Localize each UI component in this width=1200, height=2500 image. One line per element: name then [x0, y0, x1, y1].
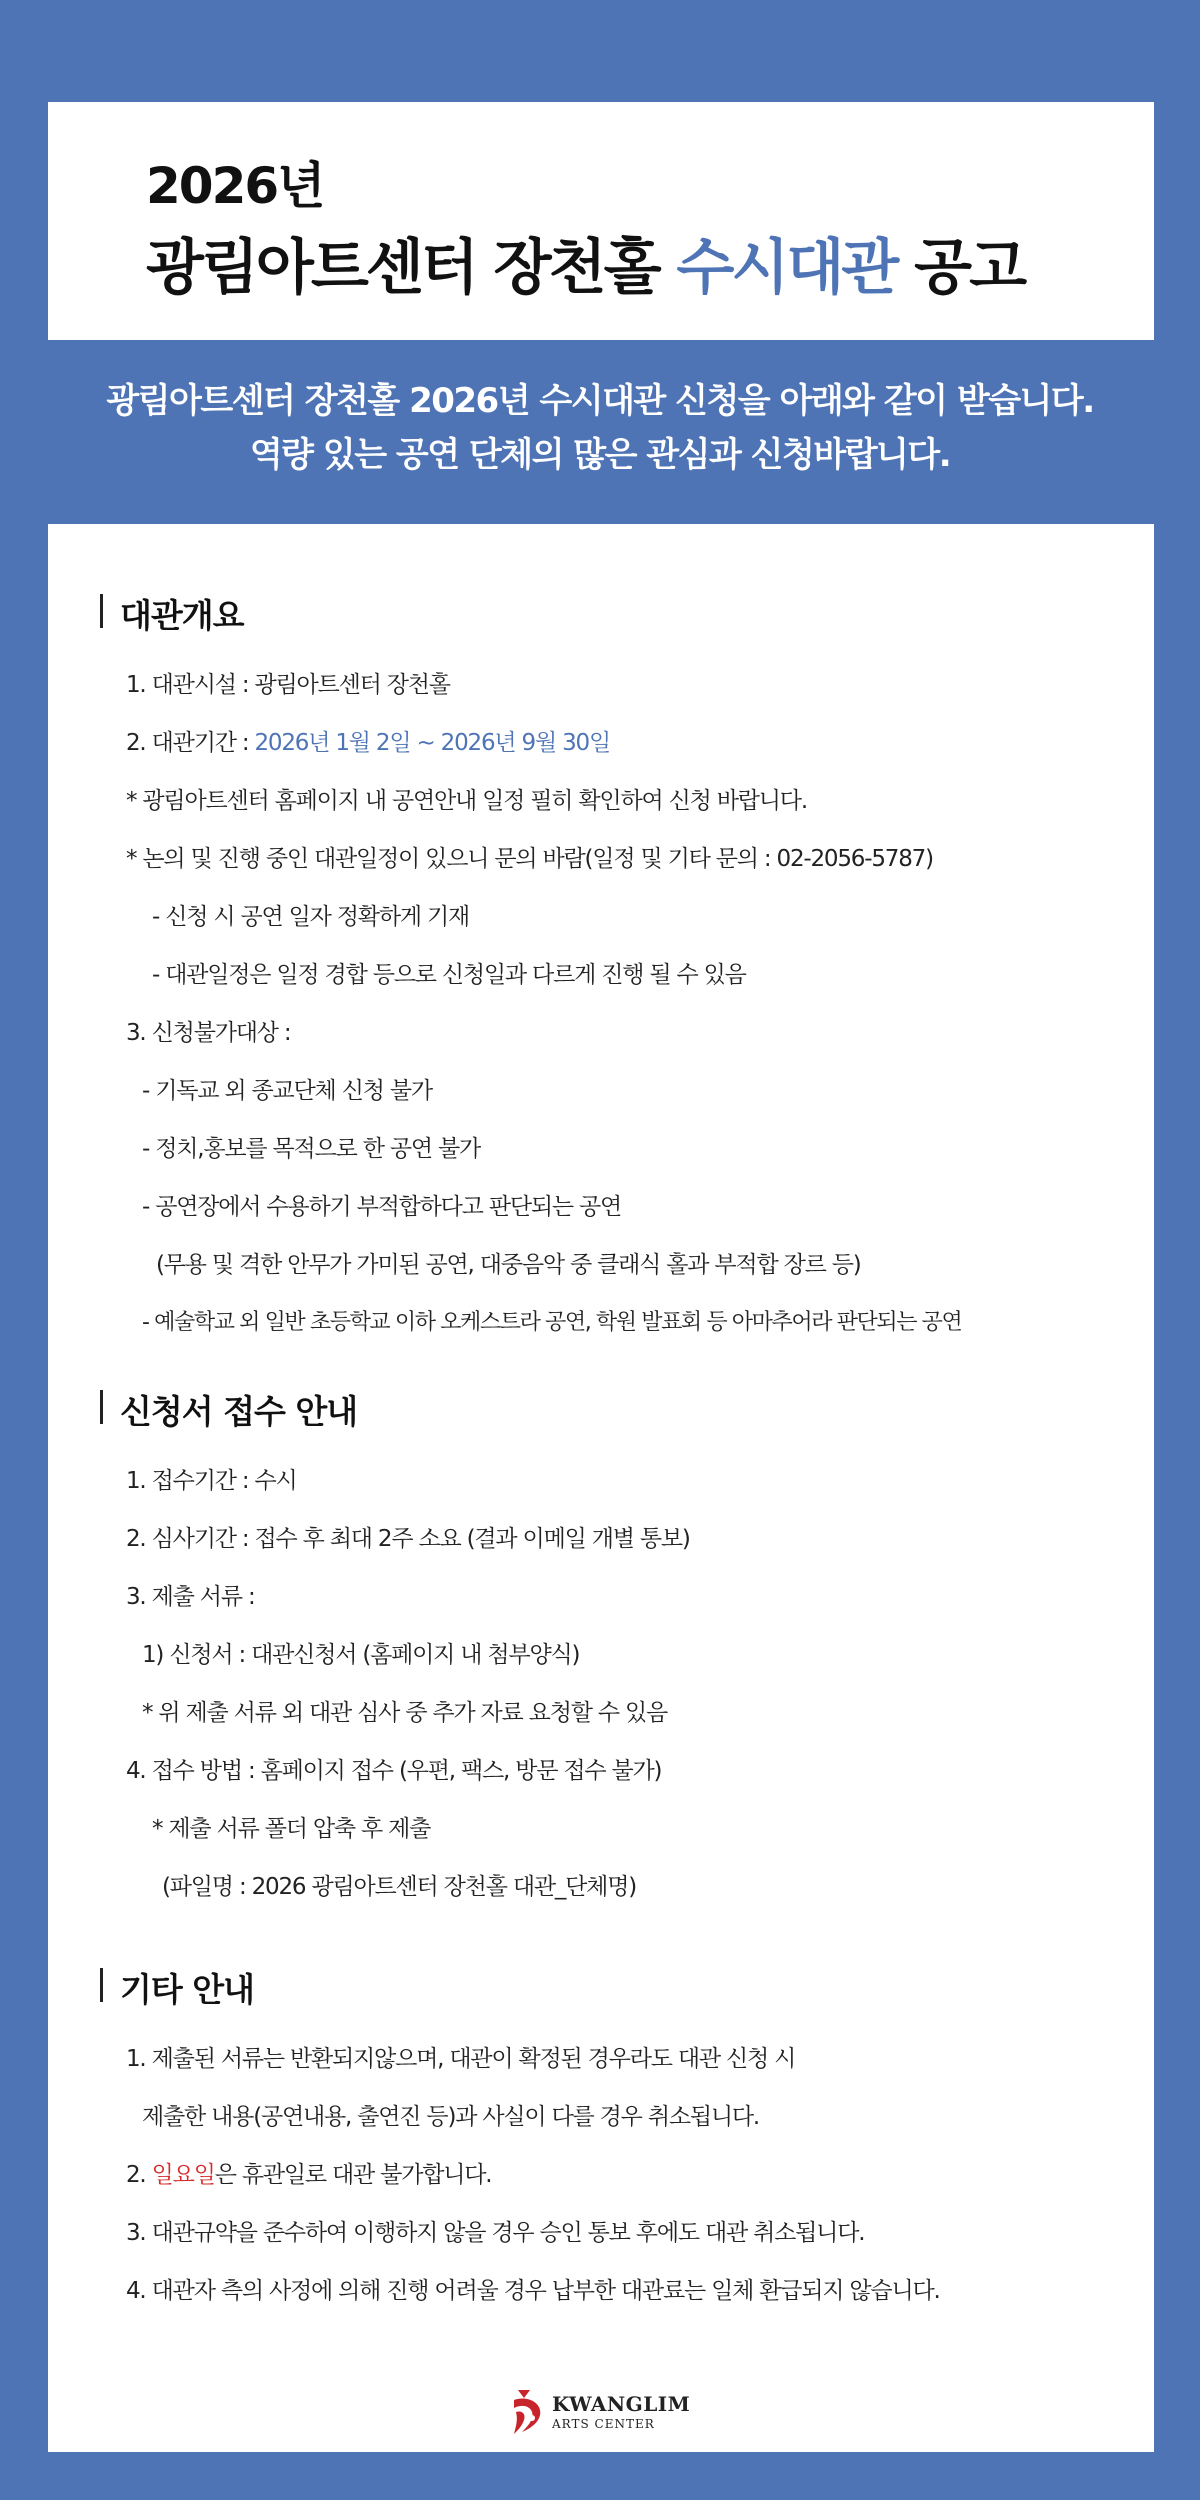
logo-subtitle: ARTS CENTER — [552, 2417, 655, 2431]
overview-note-1: * 광림아트센터 홈페이지 내 공연안내 일정 필히 확인하여 신청 바랍니다. — [126, 788, 807, 814]
section-header — [100, 1386, 1140, 1431]
overview-ineligible-3-detail: (무용 및 격한 안무가 가미된 공연, 대중음악 중 클래식 홀과 부적합 장르 등) — [156, 1252, 861, 1278]
overview-note-2: * 논의 및 진행 중인 대관일정이 있으니 문의 바람(일정 및 기타 문의 : 02-2056-5787) — [126, 846, 933, 872]
overview-period — [100, 714, 1140, 772]
title-box — [48, 102, 1154, 340]
etc-item-1: 1. 제출된 서류는 반환되지않으며, 대관이 확정된 경우라도 대관 신청 시 — [126, 2046, 796, 2072]
section-bar — [100, 1390, 103, 1424]
section-title-etc: 기타 안내 — [120, 1970, 255, 2009]
overview-facility: 1. 대관시설 : 광림아트센터 장천홀 — [126, 672, 450, 698]
etc-item-4: 4. 대관자 측의 사정에 의해 진행 어려울 경우 납부한 대관료는 일체 환급되지 않습니다. — [126, 2278, 940, 2304]
page-title — [146, 220, 1024, 306]
title-prefix: 광림아트센터 장천홀 — [146, 233, 677, 303]
etc-item-1-cont: 제출한 내용(공연내용, 출연진 등)과 사실이 다를 경우 취소됩니다. — [142, 2104, 760, 2130]
section-header — [100, 1964, 1140, 2009]
overview-note-2-sub-2: - 대관일정은 일정 경합 등으로 신청일과 다르게 진행 될 수 있음 — [152, 962, 746, 988]
section-title-overview: 대관개요 — [120, 596, 244, 635]
application-item-3-sub-1: 1) 신청서 : 대관신청서 (홈페이지 내 첨부양식) — [142, 1642, 580, 1668]
section-header — [100, 590, 1140, 635]
etc-item-2-highlight: 일요일 — [151, 2162, 215, 2188]
overview-ineligible-title: 3. 신청불가대상 : — [126, 1020, 291, 1046]
application-item-3: 3. 제출 서류 : — [126, 1584, 255, 1610]
section-application — [100, 1386, 1140, 1916]
overview-ineligible-2: - 정치,홍보를 목적으로 한 공연 불가 — [142, 1136, 481, 1162]
etc-item-2 — [100, 2146, 1140, 2204]
overview-ineligible-3: - 공연장에서 수용하기 부적합하다고 판단되는 공연 — [142, 1194, 622, 1220]
section-title-application: 신청서 접수 안내 — [120, 1392, 358, 1431]
overview-period-value: 2026년 1월 2일 ~ 2026년 9월 30일 — [254, 730, 610, 756]
title-suffix: 공고 — [896, 233, 1025, 303]
application-item-3-note: * 위 제출 서류 외 대관 심사 중 추가 자료 요청할 수 있음 — [142, 1700, 668, 1726]
etc-item-2-suffix: 은 휴관일로 대관 불가합니다. — [214, 2162, 492, 2188]
section-bar — [100, 594, 103, 628]
intro-line-1: 광림아트센터 장천홀 2026년 수시대관 신청을 아래와 같이 받습니다. — [106, 381, 1094, 421]
kwanglim-logo — [510, 2384, 710, 2444]
overview-note-2-sub-1: - 신청 시 공연 일자 정확하게 기재 — [152, 904, 469, 930]
application-item-4-note-1: * 제출 서류 폴더 압축 후 제출 — [152, 1816, 431, 1842]
intro-text — [0, 374, 1200, 482]
title-year: 2026년 — [146, 157, 324, 215]
content-box — [48, 524, 1154, 2452]
etc-item-2-prefix: 2. — [126, 2162, 152, 2188]
application-item-1: 1. 접수기간 : 수시 — [126, 1468, 297, 1494]
application-item-4: 4. 접수 방법 : 홈페이지 접수 (우편, 팩스, 방문 접수 불가) — [126, 1758, 662, 1784]
overview-ineligible-1: - 기독교 외 종교단체 신청 불가 — [142, 1078, 432, 1104]
overview-period-label: 2. 대관기간 : — [126, 730, 255, 756]
section-bar — [100, 1968, 103, 2002]
section-etc — [100, 1964, 1140, 2320]
section-overview — [100, 590, 1140, 1352]
application-item-4-note-2: (파일명 : 2026 광림아트센터 장천홀 대관_단체명) — [162, 1874, 636, 1900]
intro-line-2: 역량 있는 공연 단체의 많은 관심과 신청바랍니다. — [249, 435, 951, 475]
logo-name: KWANGLIM — [552, 2392, 691, 2416]
kwanglim-logo-icon — [510, 2388, 544, 2436]
title-accent: 수시대관 — [676, 233, 897, 303]
application-item-2: 2. 심사기간 : 접수 후 최대 2주 소요 (결과 이메일 개별 통보) — [126, 1526, 690, 1552]
overview-ineligible-4: - 예술학교 외 일반 초등학교 이하 오케스트라 공연, 학원 발표회 등 아마추어라 판단되는 공연 — [142, 1310, 962, 1335]
etc-item-3: 3. 대관규약을 준수하여 이행하지 않을 경우 승인 통보 후에도 대관 취소됩니다. — [126, 2220, 865, 2246]
